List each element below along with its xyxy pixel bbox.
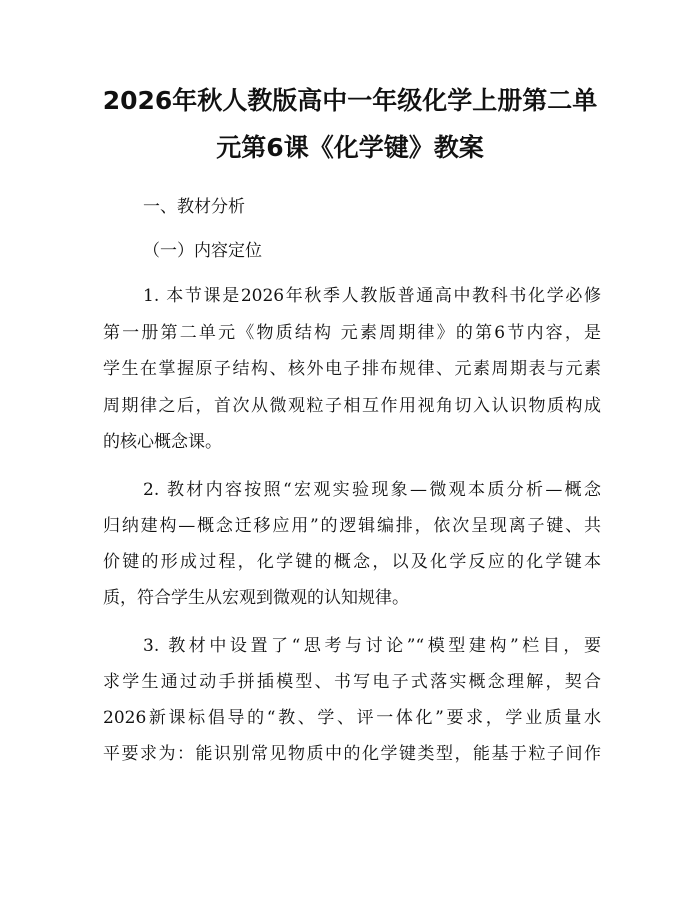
- paragraph-line: 3. 教材中设置了“思考与讨论”“模型建构”栏目，要: [143, 636, 601, 656]
- paragraph-line: 周期律之后，首次从微观粒子相互作用视角切入认识物质构成: [103, 396, 601, 416]
- section-heading: 一、教材分析: [143, 197, 245, 217]
- paragraph-line: 平要求为：能识别常见物质中的化学键类型，能基于粒子间作: [103, 744, 601, 764]
- document-title-line-1: 2026年秋人教版高中一年级化学上册第二单: [102, 86, 598, 115]
- subsection-heading: （一）内容定位: [143, 241, 262, 261]
- paragraph-line: 求学生通过动手拼插模型、书写电子式落实概念理解，契合: [103, 672, 601, 692]
- paragraph-line: 学生在掌握原子结构、核外电子排布规律、元素周期表与元素: [103, 359, 601, 379]
- paragraph-line: 的核心概念课。: [103, 432, 222, 452]
- document-title-line-2: 元第6课《化学键》教案: [216, 133, 484, 162]
- paragraph-line: 归纳建构—概念迁移应用”的逻辑编排，依次呈现离子键、共: [103, 516, 601, 536]
- paragraph-line: 第一册第二单元《物质结构 元素周期律》的第6节内容，是: [103, 323, 601, 343]
- paragraph-line: 2. 教材内容按照“宏观实验现象—微观本质分析—概念: [143, 480, 601, 500]
- paragraph-line: 质，符合学生从宏观到微观的认知规律。: [103, 588, 409, 608]
- paragraph-line: 1. 本节课是2026年秋季人教版普通高中教科书化学必修: [143, 286, 601, 306]
- paragraph-line: 2026新课标倡导的“教、学、评一体化”要求，学业质量水: [103, 708, 601, 728]
- paragraph-line: 价键的形成过程，化学键的概念，以及化学反应的化学键本: [103, 552, 601, 572]
